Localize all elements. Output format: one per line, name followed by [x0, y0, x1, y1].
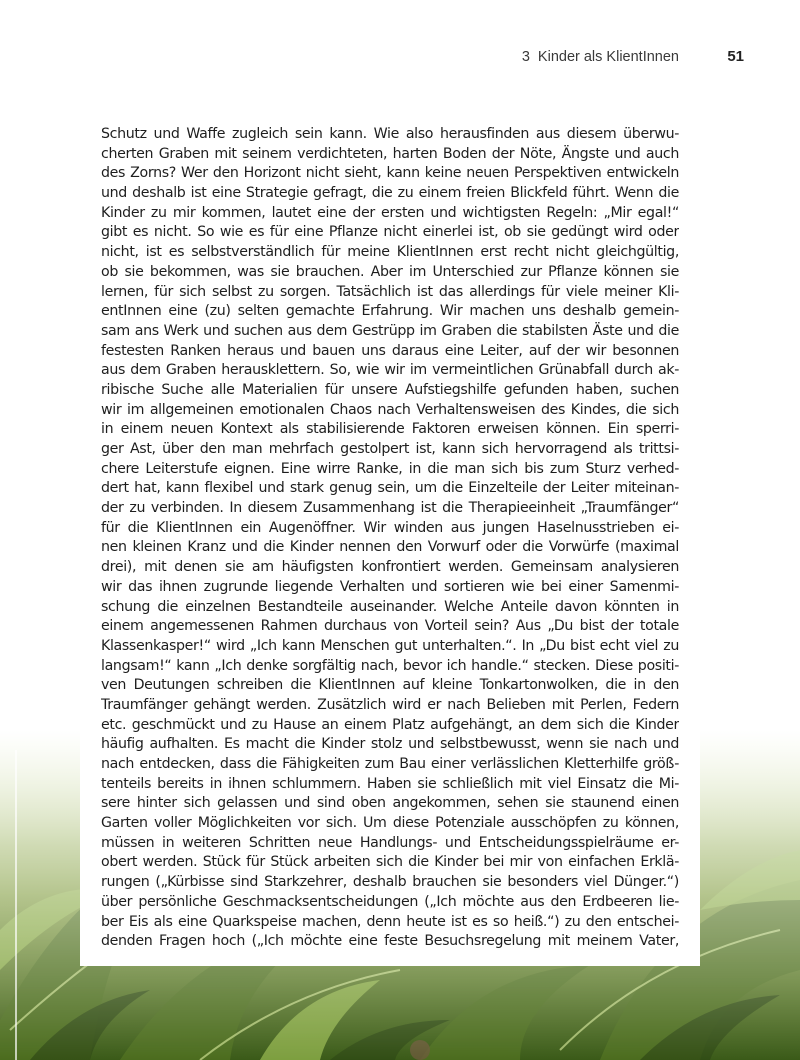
text-line: ger Ast, über den man mehrfach gestolpert ist, kann sich hervorragend als trittsi- — [101, 441, 679, 457]
text-line: etc. geschmückt und zu Hause an einem Platz aufgehängt, an dem sich die Kinder — [101, 716, 679, 733]
text-line: wir das ihnen zugrunde liegende Verhalten und sortieren wie bei einer Samenmi- — [101, 578, 679, 595]
text-line: rungen („Kürbisse sind Starkzehrer, deshalb brauchen sie besonders viel Dünger.“) — [101, 874, 679, 891]
text-line: häufig aufhalten. Es macht die Kinder stolz und selbstbewusst, wenn sie nach und — [101, 736, 679, 753]
text-line: nen kleinen Kranz und die Kinder nennen den Vorwurf oder die Vorwürfe (maximal — [101, 539, 679, 556]
text-line: entInnen eine (zu) selten gemachte Erfahrung. Wir machen uns deshalb gemein- — [101, 303, 679, 320]
chapter-title: Kinder als KlientInnen — [537, 49, 679, 65]
text-line: und deshalb ist eine Strategie gefragt, die zu einem freien Blickfeld führt. Wenn die — [101, 185, 679, 202]
text-line: einem angemessenen Rahmen durchaus von Vorteil sein? Aus „Du bist der totale — [101, 618, 679, 635]
text-line: chere Leiterstufe eignen. Eine wirre Ranke, in die man sich bis zum Sturz verhed- — [101, 460, 679, 477]
text-line: nach entdecken, dass die Fähigkeiten zum Bau einer verlässlichen Kletterhilfe größ- — [101, 756, 679, 772]
text-line: über persönliche Geschmacksentscheidungen („Ich möchte aus den Erdbeeren lie- — [101, 893, 679, 910]
chapter-number: 3 — [521, 49, 530, 65]
text-line: gibt es nicht. So wie es für eine Pflanze nicht einerlei ist, ob sie gedüngt wird oder — [101, 224, 679, 241]
text-line: Traumfänger gehängt werden. Zusätzlich wird er nach Belieben mit Perlen, Federn — [101, 696, 679, 713]
chapter-heading — [522, 49, 679, 65]
text-line: lernen, für sich selbst zu sorgen. Tatsächlich ist das allerdings für viele meiner Kli- — [101, 283, 679, 300]
text-line: schung die einzelnen Bestandteile auseinander. Welche Anteile davon könnten in — [101, 598, 679, 615]
text-line: tenteils bereits in ihnen schlummern. Haben sie schließlich mit viel Einsatz die Mi- — [101, 775, 679, 792]
text-line: in einem neuen Kontext als stabilisierende Faktoren erweisen können. Ein sperri- — [101, 421, 679, 438]
text-line: drei), mit denen sie am häufigsten konfrontiert werden. Gemeinsam analysieren — [101, 559, 679, 576]
running-header — [0, 47, 800, 69]
body-text — [101, 125, 679, 952]
text-line: nicht, ist es selbstverständlich für meine KlientInnen erst recht nicht gleichgültig, — [101, 244, 679, 261]
text-line: sere hinter sich gelassen und sind oben angekommen, sehen sie staunend einen — [101, 795, 679, 812]
text-line: aus dem Graben herausklettern. So, wie wir im vermeintlichen Grünabfall durch ak- — [101, 362, 679, 379]
text-line: obert werden. Stück für Stück arbeiten sich die Kinder bei mir von einfachen Erklä- — [101, 854, 679, 871]
text-line: ribische Suche alle Materialien für unsere Aufstiegshilfe gefunden haben, suchen — [101, 381, 679, 398]
text-line: ob sie bekommen, was sie brauchen. Aber im Unterschied zur Pflanze können sie — [101, 263, 679, 280]
text-line: müssen in weiteren Schritten neue Handlungs- und Entscheidungsspielräume er- — [101, 834, 679, 851]
text-line: dert hat, kann flexibel und stark genug sein, um die Einzelteile der Leiter miteinan- — [101, 480, 679, 497]
text-line: ber Eis als eine Quarkspeise machen, denn heute ist es so heiß.“) zu den entschei- — [101, 913, 679, 930]
text-line: sam ans Werk und suchen aus dem Gestrüpp im Graben die stabilsten Äste und die — [101, 322, 679, 339]
text-line: ven Deutungen schreiben die KlientInnen auf kleine Tonkartonwolken, die in den — [101, 677, 679, 694]
page-number: 51 — [727, 48, 744, 65]
text-line: Garten voller Möglichkeiten vor sich. Um diese Potenziale ausschöpfen zu können, — [101, 815, 679, 832]
text-line: festesten Ranken heraus und bauen uns daraus eine Leiter, auf der wir besonnen — [101, 342, 679, 359]
text-line: denden Fragen hoch („Ich möchte eine feste Besuchsregelung mit meinem Vater, — [101, 933, 679, 950]
text-line: wir im allgemeinen emotionalen Chaos nach Verhaltensweisen des Kindes, die sich — [101, 401, 679, 418]
text-line: cherten Graben mit seinem verdichteten, harten Boden der Nöte, Ängste und auch — [101, 145, 679, 162]
text-line: für die KlientInnen ein Augenöffner. Wir winden aus jungen Haselnusstrieben ei- — [101, 519, 679, 536]
text-line: Kinder zu mir kommen, lautet eine der ersten und wichtigsten Regeln: „Mir egal!“ — [101, 204, 679, 221]
text-line: des Zorns? Wer den Horizont nicht sieht, kann keine neuen Perspektiven entwickeln — [101, 165, 679, 182]
text-line: Klassenkasper!“ wird „Ich kann Menschen gut unterhalten.“. In „Du bist echt viel zu — [101, 637, 679, 654]
text-line: der zu verbinden. In diesem Zusammenhang ist die Therapieeinheit „Traumfänger“ — [101, 500, 679, 517]
text-line: langsam!“ kann „Ich denke sorgfältig nach, bevor ich handle.“ stecken. Diese positi- — [101, 657, 679, 674]
text-line: Schutz und Waffe zugleich sein kann. Wie also herausfinden aus diesem überwu- — [101, 126, 679, 142]
